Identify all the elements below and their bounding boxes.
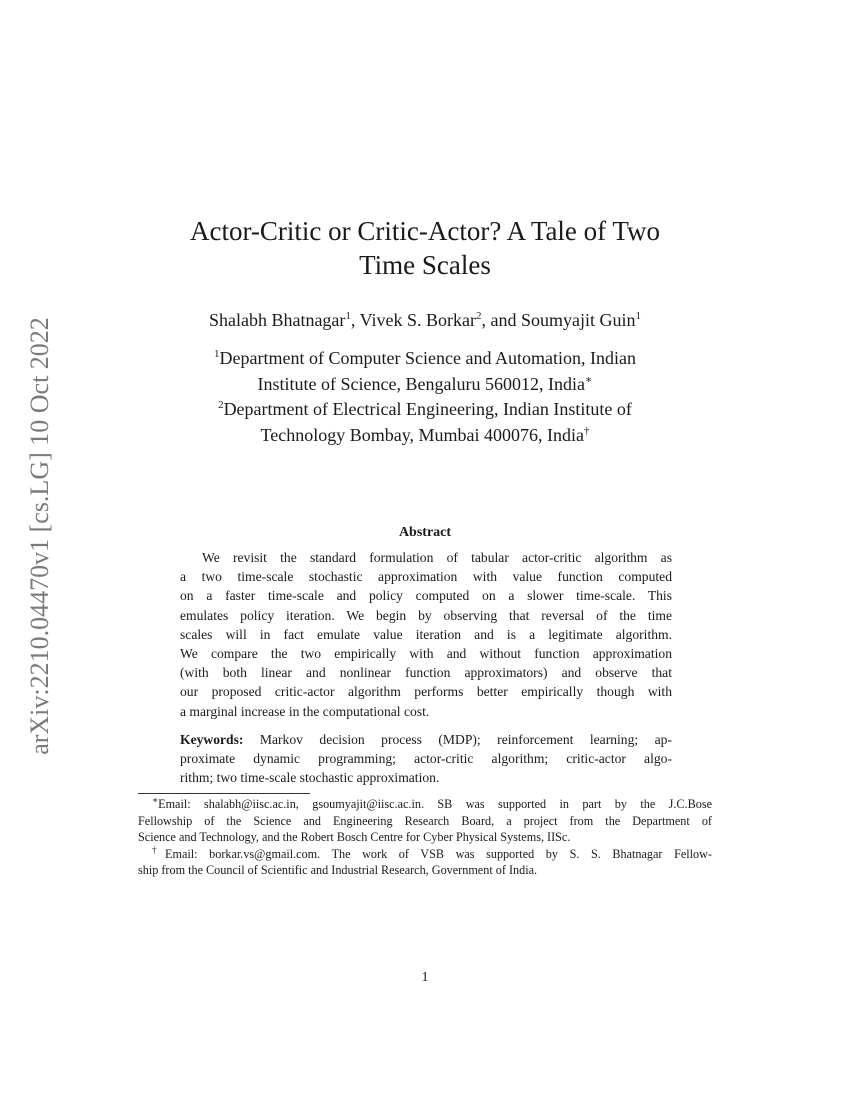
affiliation-2-line-2 bbox=[130, 423, 720, 449]
abstract-line: We revisit the standard formulation of tabular actor-critic algorithm as bbox=[202, 550, 672, 565]
author-affiliation-mark: 2 bbox=[476, 310, 482, 322]
affiliations bbox=[130, 346, 720, 448]
footnote-1-line-3: Science and Technology, and the Robert Bosch Centre for Cyber Physical Systems, IISc. bbox=[138, 830, 571, 844]
affiliation-2-text-2: Technology Bombay, Mumbai 400076, India bbox=[260, 424, 585, 445]
author-separator: , bbox=[350, 310, 360, 330]
abstract-line: on a faster time-scale and policy computed on a slower time-scale. This bbox=[180, 588, 672, 604]
footnote-2-line-1 bbox=[138, 846, 712, 863]
keywords-line-1 bbox=[180, 730, 672, 749]
author-separator: , and bbox=[481, 310, 522, 330]
title-line-2: Time Scales bbox=[359, 250, 491, 280]
affiliation-2-line-1 bbox=[130, 397, 720, 423]
abstract-line: a marginal increase in the computational cost. bbox=[180, 703, 430, 719]
author-name: Soumyajit Guin bbox=[521, 310, 636, 330]
author-affiliation-mark: 1 bbox=[635, 310, 642, 322]
keywords bbox=[180, 730, 672, 788]
keywords-label: Keywords: bbox=[180, 732, 244, 747]
abstract-line: emulates policy iteration. We begin by observing that reversal of the time bbox=[180, 607, 672, 623]
author-affiliation-mark: 1 bbox=[345, 310, 351, 322]
affiliation-1-footnote-mark: ∗ bbox=[584, 373, 593, 386]
footnote-2-line-2: ship from the Council of Scientific and Industrial Research, Government of India. bbox=[138, 863, 538, 877]
author-list bbox=[100, 308, 750, 332]
footnotes bbox=[138, 796, 712, 879]
abstract-line: (with both linear and nonlinear function approximators) and observe that bbox=[180, 665, 672, 681]
abstract-line: We compare the two empirically with and without function approximation bbox=[180, 646, 672, 662]
keywords-line-3: rithm; two time-scale stochastic approximation. bbox=[180, 770, 440, 786]
title-line-1: Actor-Critic or Critic-Actor? A Tale of Two bbox=[189, 216, 661, 246]
author-name: Shalabh Bhatnagar bbox=[208, 310, 346, 330]
author-name: Vivek S. Borkar bbox=[359, 310, 477, 330]
keywords-text-1: Markov decision process (MDP); reinforcement learning; ap- bbox=[259, 732, 672, 747]
affiliation-1-line-2 bbox=[130, 372, 720, 398]
keywords-line-2: proximate dynamic programming; actor-critic algorithm; critic-actor algo- bbox=[180, 751, 672, 767]
abstract-heading: Abstract bbox=[398, 525, 452, 540]
abstract-body bbox=[180, 548, 672, 721]
affiliation-2-footnote-mark: † bbox=[584, 424, 590, 437]
page-number: 1 bbox=[421, 970, 429, 985]
arxiv-identifier-stamp: arXiv:2210.04470v1 [cs.LG] 10 Oct 2022 bbox=[25, 317, 54, 755]
footnote-1-line-1 bbox=[138, 796, 712, 813]
abstract-line: a two time-scale stochastic approximation with value function computed bbox=[180, 569, 672, 585]
footnote-rule bbox=[138, 793, 310, 794]
affiliation-1-text-2: Institute of Science, Bengaluru 560012, India bbox=[257, 373, 585, 394]
affiliation-2-mark: 2 bbox=[218, 399, 224, 411]
footnote-1-mark: ∗ bbox=[152, 795, 159, 805]
footnote-1-line-2: Fellowship of the Science and Engineering Research Board, a project from the Department of bbox=[138, 813, 712, 828]
paper-title bbox=[130, 214, 720, 282]
footnote-2-text-1: Email: borkar.vs@gmail.com. The work of VSB was supported by S. S. Bhatnagar Fellow- bbox=[165, 846, 712, 861]
footnote-1-text-1: Email: shalabh@iisc.ac.in, gsoumyajit@iisc.ac.in. SB was supported in part by the J.C.Bose bbox=[158, 797, 712, 811]
affiliation-1-mark: 1 bbox=[214, 348, 220, 360]
affiliation-1-text-1: Department of Computer Science and Automation, Indian bbox=[219, 348, 636, 368]
abstract-line: our proposed critic-actor algorithm performs better empirically though with bbox=[180, 684, 672, 700]
abstract-line: scales will in fact emulate value iteration and is a legitimate algorithm. bbox=[180, 626, 672, 642]
affiliation-1-line-1 bbox=[130, 346, 720, 372]
footnote-2-mark: † bbox=[152, 844, 166, 855]
affiliation-2-text-1: Department of Electrical Engineering, Indian Institute of bbox=[223, 399, 632, 419]
